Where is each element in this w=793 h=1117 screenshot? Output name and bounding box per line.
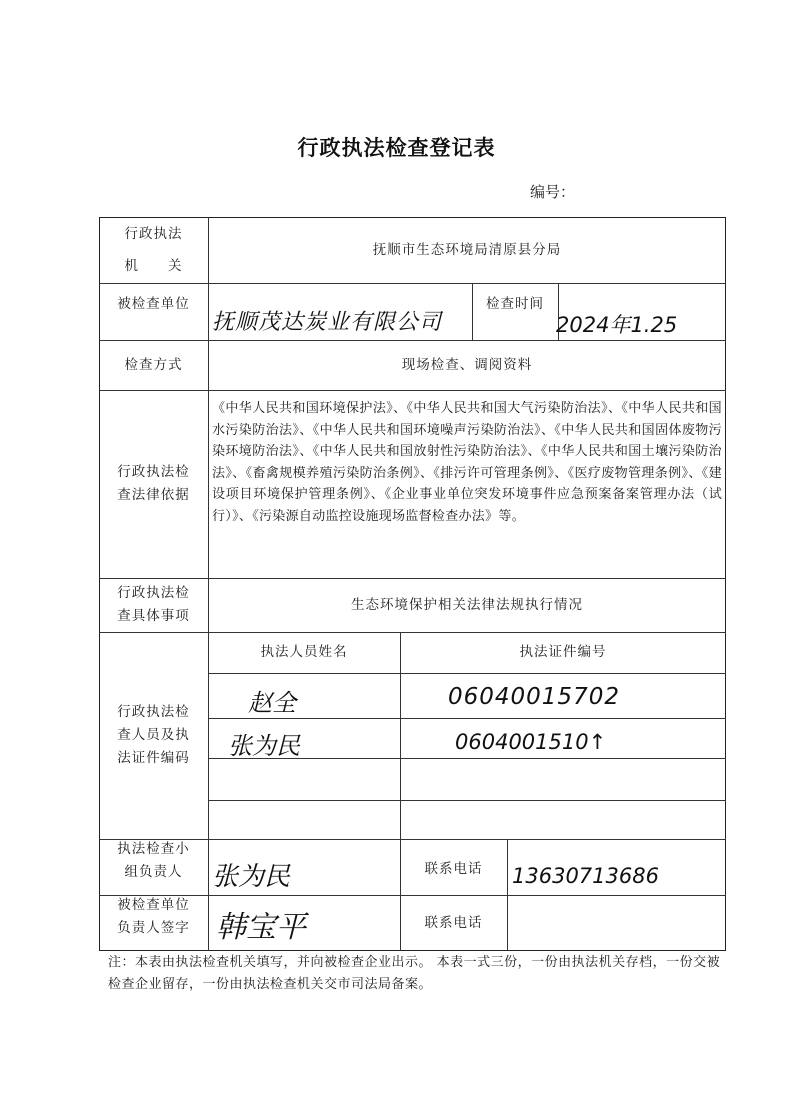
serial-number-label: 编号： xyxy=(530,183,576,201)
inspected-leader-signature: 韩宝平 xyxy=(216,910,306,945)
personnel-cert-header: 执法证件编号 xyxy=(519,644,607,660)
inspection-method-value: 现场检查、调阅资料 xyxy=(401,356,533,373)
inspection-method-label: 检查方式 xyxy=(124,356,183,373)
inspected-unit-handwriting: 抚顺茂达炭业有限公司 xyxy=(212,310,443,335)
inspected-leader-label: 被检查单位 负责人签字 xyxy=(117,897,190,936)
personnel-name-handwriting: 赵全 xyxy=(248,689,296,717)
personnel-divider xyxy=(208,800,726,801)
leader-phone-handwriting: 13630713686 xyxy=(512,864,659,888)
agency-value: 抚顺市生态环境局清原县分局 xyxy=(372,241,562,258)
page-title: 行政执法检查登记表 xyxy=(297,136,496,160)
inspection-time-handwriting: 2024年1.25 xyxy=(556,313,678,337)
group-leader-handwriting: 张为民 xyxy=(212,862,291,892)
group-leader-label: 执法检查小 组负责人 xyxy=(117,841,190,880)
inspected-phone-label: 联系电话 xyxy=(424,914,483,931)
agency-label: 行政执法 机 关 xyxy=(124,226,183,274)
inspection-matters-label: 行政执法检 查具体事项 xyxy=(117,585,190,624)
personnel-label: 行政执法检 查人员及执 法证件编码 xyxy=(117,704,190,766)
inspection-matters-value: 生态环境保护相关法律法规执行情况 xyxy=(351,596,583,613)
inspected-phone-value xyxy=(507,895,726,951)
personnel-cert-handwriting: 06040015702 xyxy=(448,684,620,710)
legal-basis-value: 《中华人民共和国环境保护法》、《中华人民共和国大气污染防治法》、《中华人民共和国水污染防治法》、《中华人民共和国环境噪声污染防治法》、《中华人民共和国固体废物污染环境防治法》、《中华人民共和国放射性污染防治法》、《中华人民共和国土壤污染防治法》、《畜禽规模养殖污染防治条例》、《排污许可管理条例》、《医疗废物管理条例》、《建设项目环境保护管理条例》、《企业事业单位突发环境事件应急预案备案管理办法（试行）》、《污染源自动监控设施现场监督检查办法》等。 xyxy=(212,401,722,524)
personnel-name-handwriting: 张为民 xyxy=(228,732,300,760)
personnel-divider xyxy=(208,718,726,719)
legal-basis-label: 行政执法检 查法律依据 xyxy=(117,464,190,503)
personnel-divider xyxy=(208,673,726,674)
footer-note: 注：本表由执法检查机关填写，并向被检查企业出示。 本表一式三份，一份由执法机关存档，一份交被检查企业留存，一份由执法检查机关交市司法局备案。 xyxy=(108,955,721,992)
inspection-time-label: 检查时间 xyxy=(486,295,544,312)
inspected-unit-label: 被检查单位 xyxy=(117,295,190,312)
personnel-name-header: 执法人员姓名 xyxy=(260,644,348,660)
leader-phone-label: 联系电话 xyxy=(424,860,483,877)
personnel-cert-handwriting: 0604001510↑ xyxy=(455,730,607,754)
